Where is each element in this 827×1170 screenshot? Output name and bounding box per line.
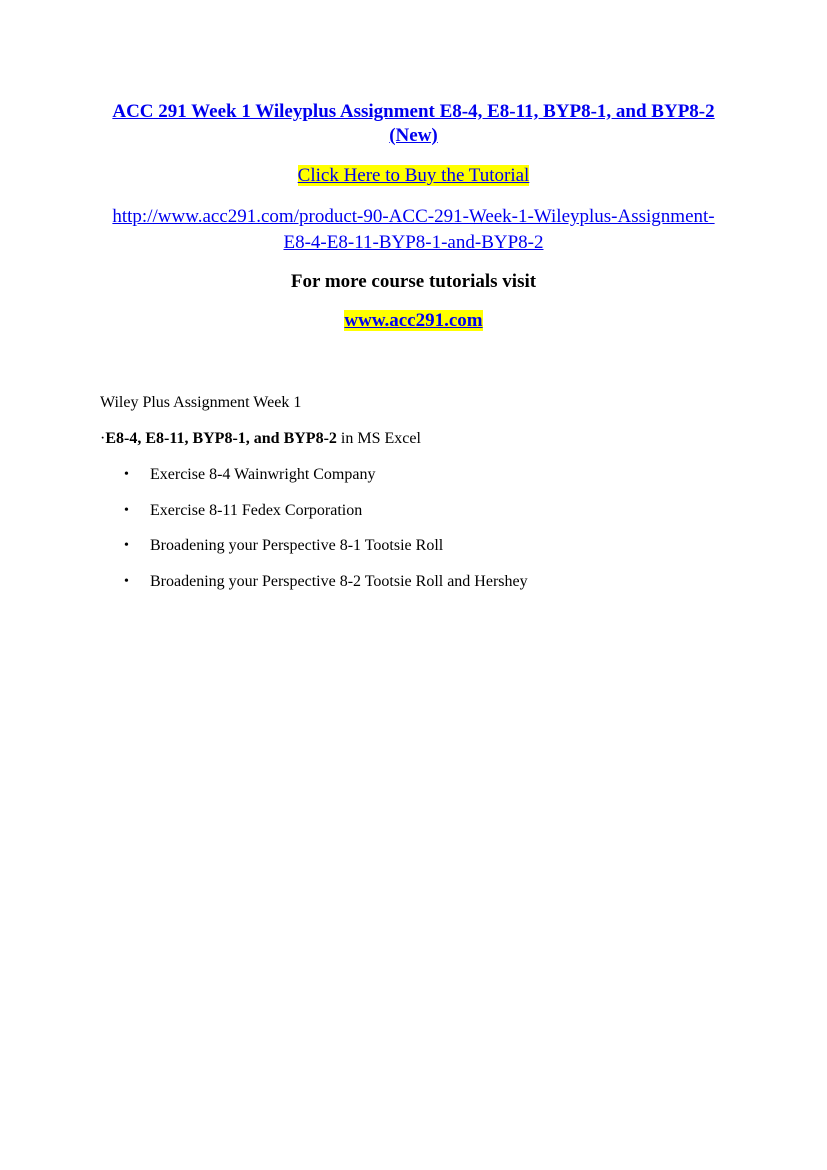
more-tutorials-text: For more course tutorials visit <box>290 271 537 292</box>
bullet-icon: • <box>124 467 129 482</box>
buy-tutorial-link[interactable]: Click Here to Buy the Tutorial <box>297 165 530 186</box>
buy-tutorial-line <box>100 164 727 188</box>
list-item <box>100 501 528 521</box>
title-link[interactable]: ACC 291 Week 1 Wileyplus Assignment E8-4, E8-11, BYP8-1, and BYP8-2 (New) <box>112 101 715 146</box>
bullet-icon: • <box>124 538 129 554</box>
list-item-label: Broadening your Perspective 8-1 Tootsie Roll <box>150 537 444 555</box>
list-item <box>100 465 528 485</box>
middle-dot: · <box>100 430 106 447</box>
list-item <box>100 536 528 556</box>
bullet-icon: • <box>124 574 129 590</box>
list-item-label: Broadening your Perspective 8-2 Tootsie Roll and Hershey <box>150 573 528 591</box>
site-link-line <box>100 309 727 333</box>
list-item <box>100 572 528 592</box>
list-item-label: Exercise 8-4 Wainwright Company <box>150 466 376 483</box>
codes-suffix: in MS Excel <box>336 430 421 447</box>
product-url-link[interactable]: http://www.acc291.com/product-90-ACC-291-Week-1-Wileyplus-Assignment-E8-4-E8-11-BYP8-1-and-BYP8-2 <box>112 206 715 253</box>
list-item-label: Exercise 8-11 Fedex Corporation <box>150 501 363 519</box>
exercise-list <box>100 465 528 608</box>
document-title <box>100 100 727 148</box>
product-url-line <box>100 204 727 256</box>
assignment-codes-line <box>100 429 421 449</box>
bullet-icon: • <box>124 502 129 518</box>
site-link[interactable]: www.acc291.com <box>344 310 483 331</box>
assignment-heading: Wiley Plus Assignment Week 1 <box>100 394 302 411</box>
assignment-codes: E8-4, E8-11, BYP8-1, and BYP8-2 <box>105 430 337 447</box>
